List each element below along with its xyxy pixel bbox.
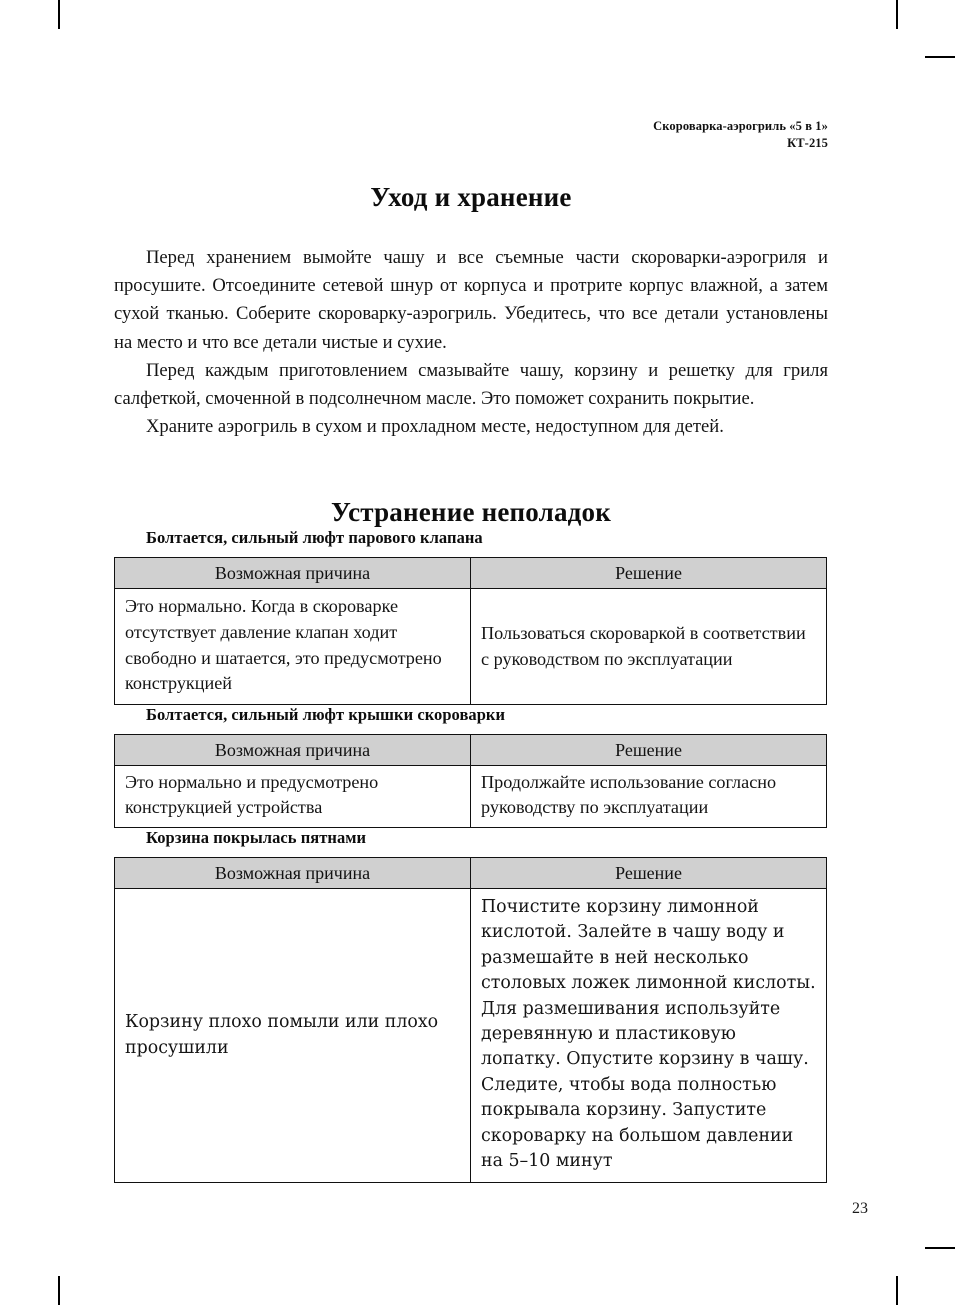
running-head-product: Скороварка-аэрогриль «5 в 1»	[653, 119, 828, 133]
table-row	[115, 765, 827, 827]
page-number: 23	[852, 1200, 868, 1217]
cell-solution-text: Почистите корзину лимонной кислотой. Залейте в чашу воду и размешайте в ней несколько столовых ложек лимонной кислоты. Для размешивания используйте деревянную и пластиковую лопатку. Опустите корзину в чашу. Следите, чтобы вода полностью покрывала корзину. Запустите скороварку на большом давлении на 5–10 минут	[481, 896, 816, 1172]
care-paragraph-1: Перед хранением вымойте чашу и все съемные части скороварки-аэрогриля и просушите. Отсоедините сетевой шнур от корпуса и протрите корпус влажной, а затем сухой тканью. Соберите скороварку-аэрогриль. Убедитесь, что все детали установлены на место и что все детали чистые и сухие.	[114, 247, 828, 353]
issue-heading-lid: Болтается, сильный люфт крышки скороварки	[146, 704, 506, 724]
cell-solution	[471, 888, 827, 1182]
cell-solution-text: Пользоваться скороваркой в соответствии с руководством по эксплуатации	[481, 623, 806, 670]
column-header-solution: Решение	[471, 734, 827, 765]
cell-cause-text: Это нормально и предусмотрено конструкцией устройства	[125, 771, 379, 818]
issue-heading-basket-stains: Корзина покрылась пятнами	[146, 827, 367, 847]
table-header-row	[115, 857, 827, 888]
issue-heading-steam-valve: Болтается, сильный люфт парового клапана	[146, 528, 483, 548]
care-paragraph-3: Храните аэрогриль в сухом и прохладном месте, недоступном для детей.	[146, 416, 724, 438]
table-row	[115, 888, 827, 1182]
troubleshooting-table-basket-stains	[114, 857, 827, 1183]
page-title-troubleshooting: Устранение неполадок	[331, 497, 611, 528]
troubleshooting-table-steam-valve	[114, 557, 827, 704]
page-content	[114, 0, 828, 1183]
cell-cause	[115, 888, 471, 1182]
cell-cause	[115, 765, 471, 827]
column-header-cause: Возможная причина	[115, 857, 471, 888]
cell-cause-text: Это нормально. Когда в скороварке отсутствует давление клапан ходит свободно и шатается, это предусмотрено конструкцией	[125, 596, 442, 694]
cell-solution	[471, 589, 827, 704]
table-row	[115, 589, 827, 704]
table-header-row	[115, 734, 827, 765]
running-head-model: КТ-215	[787, 135, 828, 150]
column-header-solution: Решение	[471, 558, 827, 589]
page-title-care: Уход и хранение	[370, 182, 572, 212]
column-header-solution: Решение	[471, 857, 827, 888]
column-header-cause: Возможная причина	[115, 558, 471, 589]
column-header-cause: Возможная причина	[115, 734, 471, 765]
cell-solution-text: Продолжайте использование согласно руководству по эксплуатации	[481, 771, 777, 818]
care-paragraph-2: Перед каждым приготовлением смазывайте чашу, корзину и решетку для гриля салфеткой, смоченной в подсолнечном масле. Это поможет сохранить покрытие.	[114, 359, 828, 410]
cell-cause-text: Корзину плохо помыли или плохо просушили	[125, 1012, 439, 1058]
table-header-row	[115, 558, 827, 589]
cell-cause	[115, 589, 471, 704]
cell-solution	[471, 765, 827, 827]
troubleshooting-table-lid	[114, 734, 827, 828]
